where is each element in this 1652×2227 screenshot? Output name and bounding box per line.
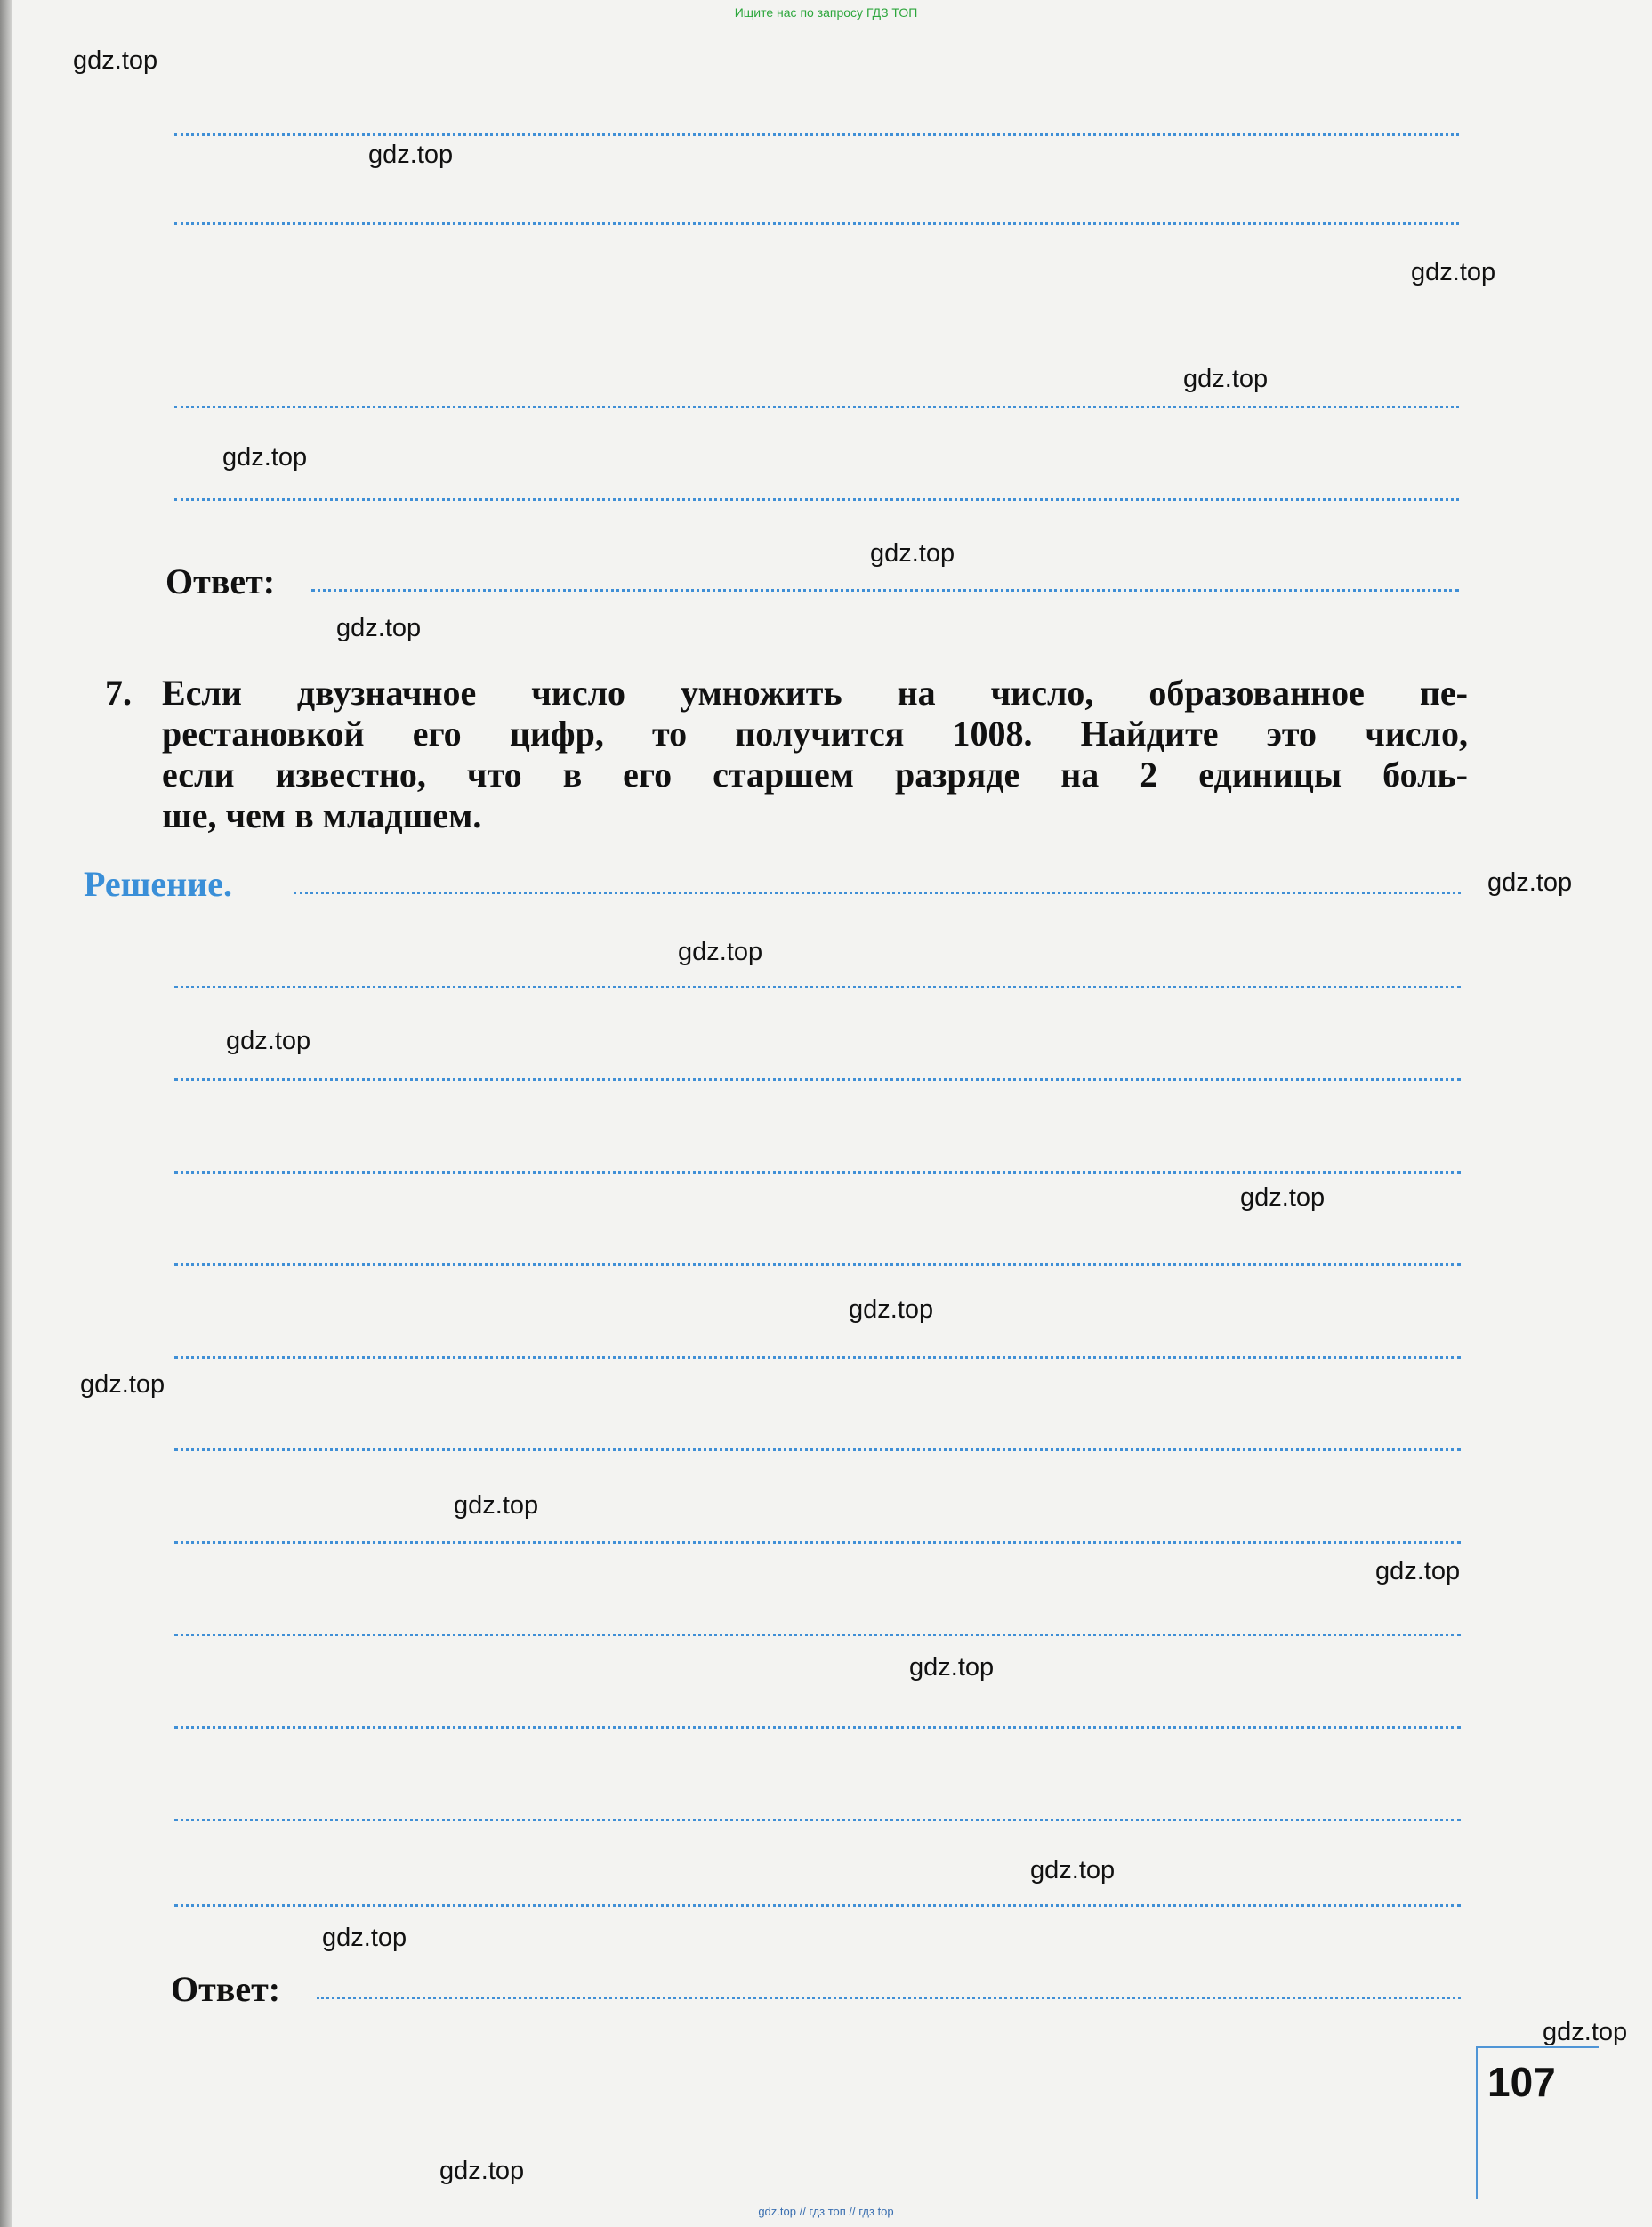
watermark-text: gdz.top — [1375, 1557, 1461, 1586]
watermark-text: gdz.top — [222, 443, 308, 472]
answer-line — [317, 1997, 1461, 1999]
answer-line — [174, 498, 1459, 501]
watermark-text: gdz.top — [73, 46, 158, 75]
task-text-line: рестановкой его цифр, то получится 1008. Найдите это число, — [162, 714, 1468, 754]
solution-line — [174, 1904, 1461, 1907]
solution-line — [174, 986, 1461, 988]
solution-line — [174, 1541, 1461, 1544]
task-7 — [105, 673, 1468, 836]
watermark-text: gdz.top — [322, 1924, 407, 1952]
watermark-text: gdz.top — [678, 938, 763, 966]
watermark-text: gdz.top — [439, 2157, 525, 2185]
watermark-text: gdz.top — [368, 141, 454, 169]
answer-line — [174, 222, 1459, 225]
solution-line — [174, 1356, 1461, 1359]
watermark-text: gdz.top — [909, 1653, 995, 1682]
show-through-text — [85, 125, 93, 166]
answer-label: Ответ: — [171, 1969, 281, 2009]
watermark-text: gdz.top — [1487, 868, 1573, 897]
watermark-text: gdz.top — [80, 1370, 165, 1399]
solution-line — [294, 892, 1461, 894]
task-number: 7. — [105, 673, 132, 713]
footer-banner: gdz.top // гдз топ // гдз top — [758, 2205, 894, 2218]
page-number: 107 — [1487, 2059, 1556, 2105]
watermark-text: gdz.top — [1543, 2018, 1628, 2046]
task-text-line: если известно, что в его старшем разряде на 2 единицы боль- — [162, 754, 1468, 795]
solution-line — [174, 1448, 1461, 1451]
watermark-text: gdz.top — [1240, 1183, 1326, 1212]
answer-label: Ответ: — [165, 561, 276, 601]
watermark-text: gdz.top — [849, 1295, 934, 1324]
watermark-text: gdz.top — [454, 1491, 539, 1520]
watermark-text: gdz.top — [870, 539, 955, 568]
watermark-text: gdz.top — [226, 1027, 311, 1055]
solution-line — [174, 1171, 1461, 1174]
solution-label: Решение. — [84, 864, 233, 904]
solution-line — [174, 1078, 1461, 1081]
answer-line — [174, 406, 1459, 408]
task-text-line: ше, чем в младшем. — [162, 795, 482, 835]
answer-line — [174, 133, 1459, 136]
solution-line — [174, 1726, 1461, 1729]
solution-line — [174, 1819, 1461, 1821]
page-gutter-shadow — [0, 0, 12, 2227]
top-banner: Ищите нас по запросу ГДЗ ТОП — [734, 5, 918, 20]
watermark-text: gdz.top — [1030, 1856, 1116, 1884]
answer-line — [311, 589, 1459, 592]
watermark-text: gdz.top — [1183, 365, 1269, 393]
solution-line — [174, 1634, 1461, 1636]
watermark-text: gdz.top — [1411, 258, 1496, 286]
watermark-text: gdz.top — [336, 614, 422, 642]
solution-line — [174, 1263, 1461, 1266]
task-text-line: Если двузначное число умножить на число, образованное пе- — [162, 673, 1468, 713]
